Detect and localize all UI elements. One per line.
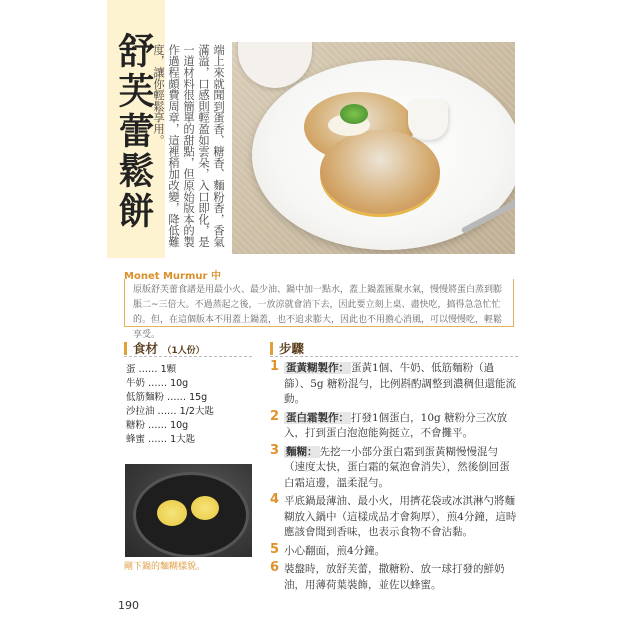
step-list bbox=[270, 361, 518, 596]
ingredients-header-text: 食材 bbox=[133, 341, 159, 356]
frying-pan bbox=[133, 472, 249, 557]
note-label: Monet Murmur 中 bbox=[124, 271, 221, 282]
ingredient-row: 牛奶 …… 10g bbox=[126, 378, 189, 389]
serving-size: （1人份） bbox=[162, 346, 205, 356]
ingredient-row: 蜂蜜 …… 1大匙 bbox=[126, 434, 196, 445]
page-number: 190 bbox=[118, 599, 139, 612]
ingredients-header bbox=[124, 339, 205, 357]
step-item: 3 麵糊： 先挖一小部分蛋白霜到蛋黃糊慢慢混勻（速度太快，蛋白霜的氣泡會消失），然後倒回蛋白霜這邊，溫柔混勻。 bbox=[270, 442, 510, 489]
syrup-jug bbox=[408, 100, 448, 140]
step-item: 5 小心翻面，煎4分鐘。 bbox=[270, 541, 386, 557]
steps-header-text: 步驟 bbox=[279, 341, 305, 356]
ingredient-row: 沙拉油 …… 1/2大匙 bbox=[126, 406, 214, 417]
ingredients-divider bbox=[124, 356, 252, 357]
mint-leaf bbox=[340, 104, 368, 124]
pancake-front bbox=[320, 130, 440, 214]
step-item: 4 平底鍋最薄油、最小火，用擠花袋或冰淇淋勺將麵糊放入鍋中（這樣成品才會夠厚），煎4分鐘，這時應該會聞到香味，也表示食物不會沾黏。 bbox=[270, 492, 517, 538]
ingredient-row: 糖粉 …… 10g bbox=[126, 420, 189, 431]
step-item: 2 蛋白霜製作： 打發1個蛋白，10g 糖粉分三次放入，打到蛋白泡泡能夠挺立，不會攤平。 bbox=[270, 408, 508, 439]
steps-divider bbox=[270, 356, 518, 357]
recipe-intro: 端上來就聞到蛋香、糖香、麵粉香，香氣滿溢，口感則輕盈如雲朵，入口即化，是一道材料很簡單的甜點，但原始版本的製作過程頗費周章，這裡稍加改變，降低難度，讓你輕鬆享用。 bbox=[152, 44, 225, 248]
ingredient-row: 低筋麵粉 …… 15g bbox=[126, 392, 208, 403]
pancake-photo bbox=[232, 42, 515, 254]
pan-photo bbox=[125, 464, 252, 557]
batter-dollop bbox=[157, 500, 187, 526]
pan-caption: 剛下鍋的麵糊樣貌。 bbox=[124, 562, 206, 572]
recipe-title: 舒芙蕾鬆餅 bbox=[113, 32, 154, 232]
ingredient-list bbox=[126, 363, 256, 447]
header-bar bbox=[270, 342, 273, 355]
note-box: 原版舒芙蕾食譜是用最小火、最少油、鍋中加一點水，蓋上鍋蓋匯聚水氣，慢慢將蛋白蒸到膨脹二~三倍大。不過蒸起之後，一放涼就會消下去，因此要立刻上桌、盡快吃，搞得急急忙忙的。但，在這個版本不用蓋上鍋蓋，也不追求膨大，因此也不用擔心消風，可以慢慢吃，輕鬆享受。 bbox=[124, 279, 514, 327]
ingredient-row: 蛋 …… 1顆 bbox=[126, 364, 177, 375]
step-item: 1 蛋黃糊製作： 蛋黃1個、牛奶、低筋麵粉（過篩）、5g 糖粉混勻，比例斟酌調整到濃稠但還能流動。 bbox=[270, 359, 516, 405]
step-item: 6 裝盤時，放舒芙蕾，撒糖粉、放一球打發的鮮奶油，用薄荷葉裝飾，並佐以蜂蜜。 bbox=[270, 560, 505, 591]
batter-dollop bbox=[191, 496, 219, 520]
header-bar bbox=[124, 342, 127, 355]
steps-header bbox=[270, 339, 304, 357]
